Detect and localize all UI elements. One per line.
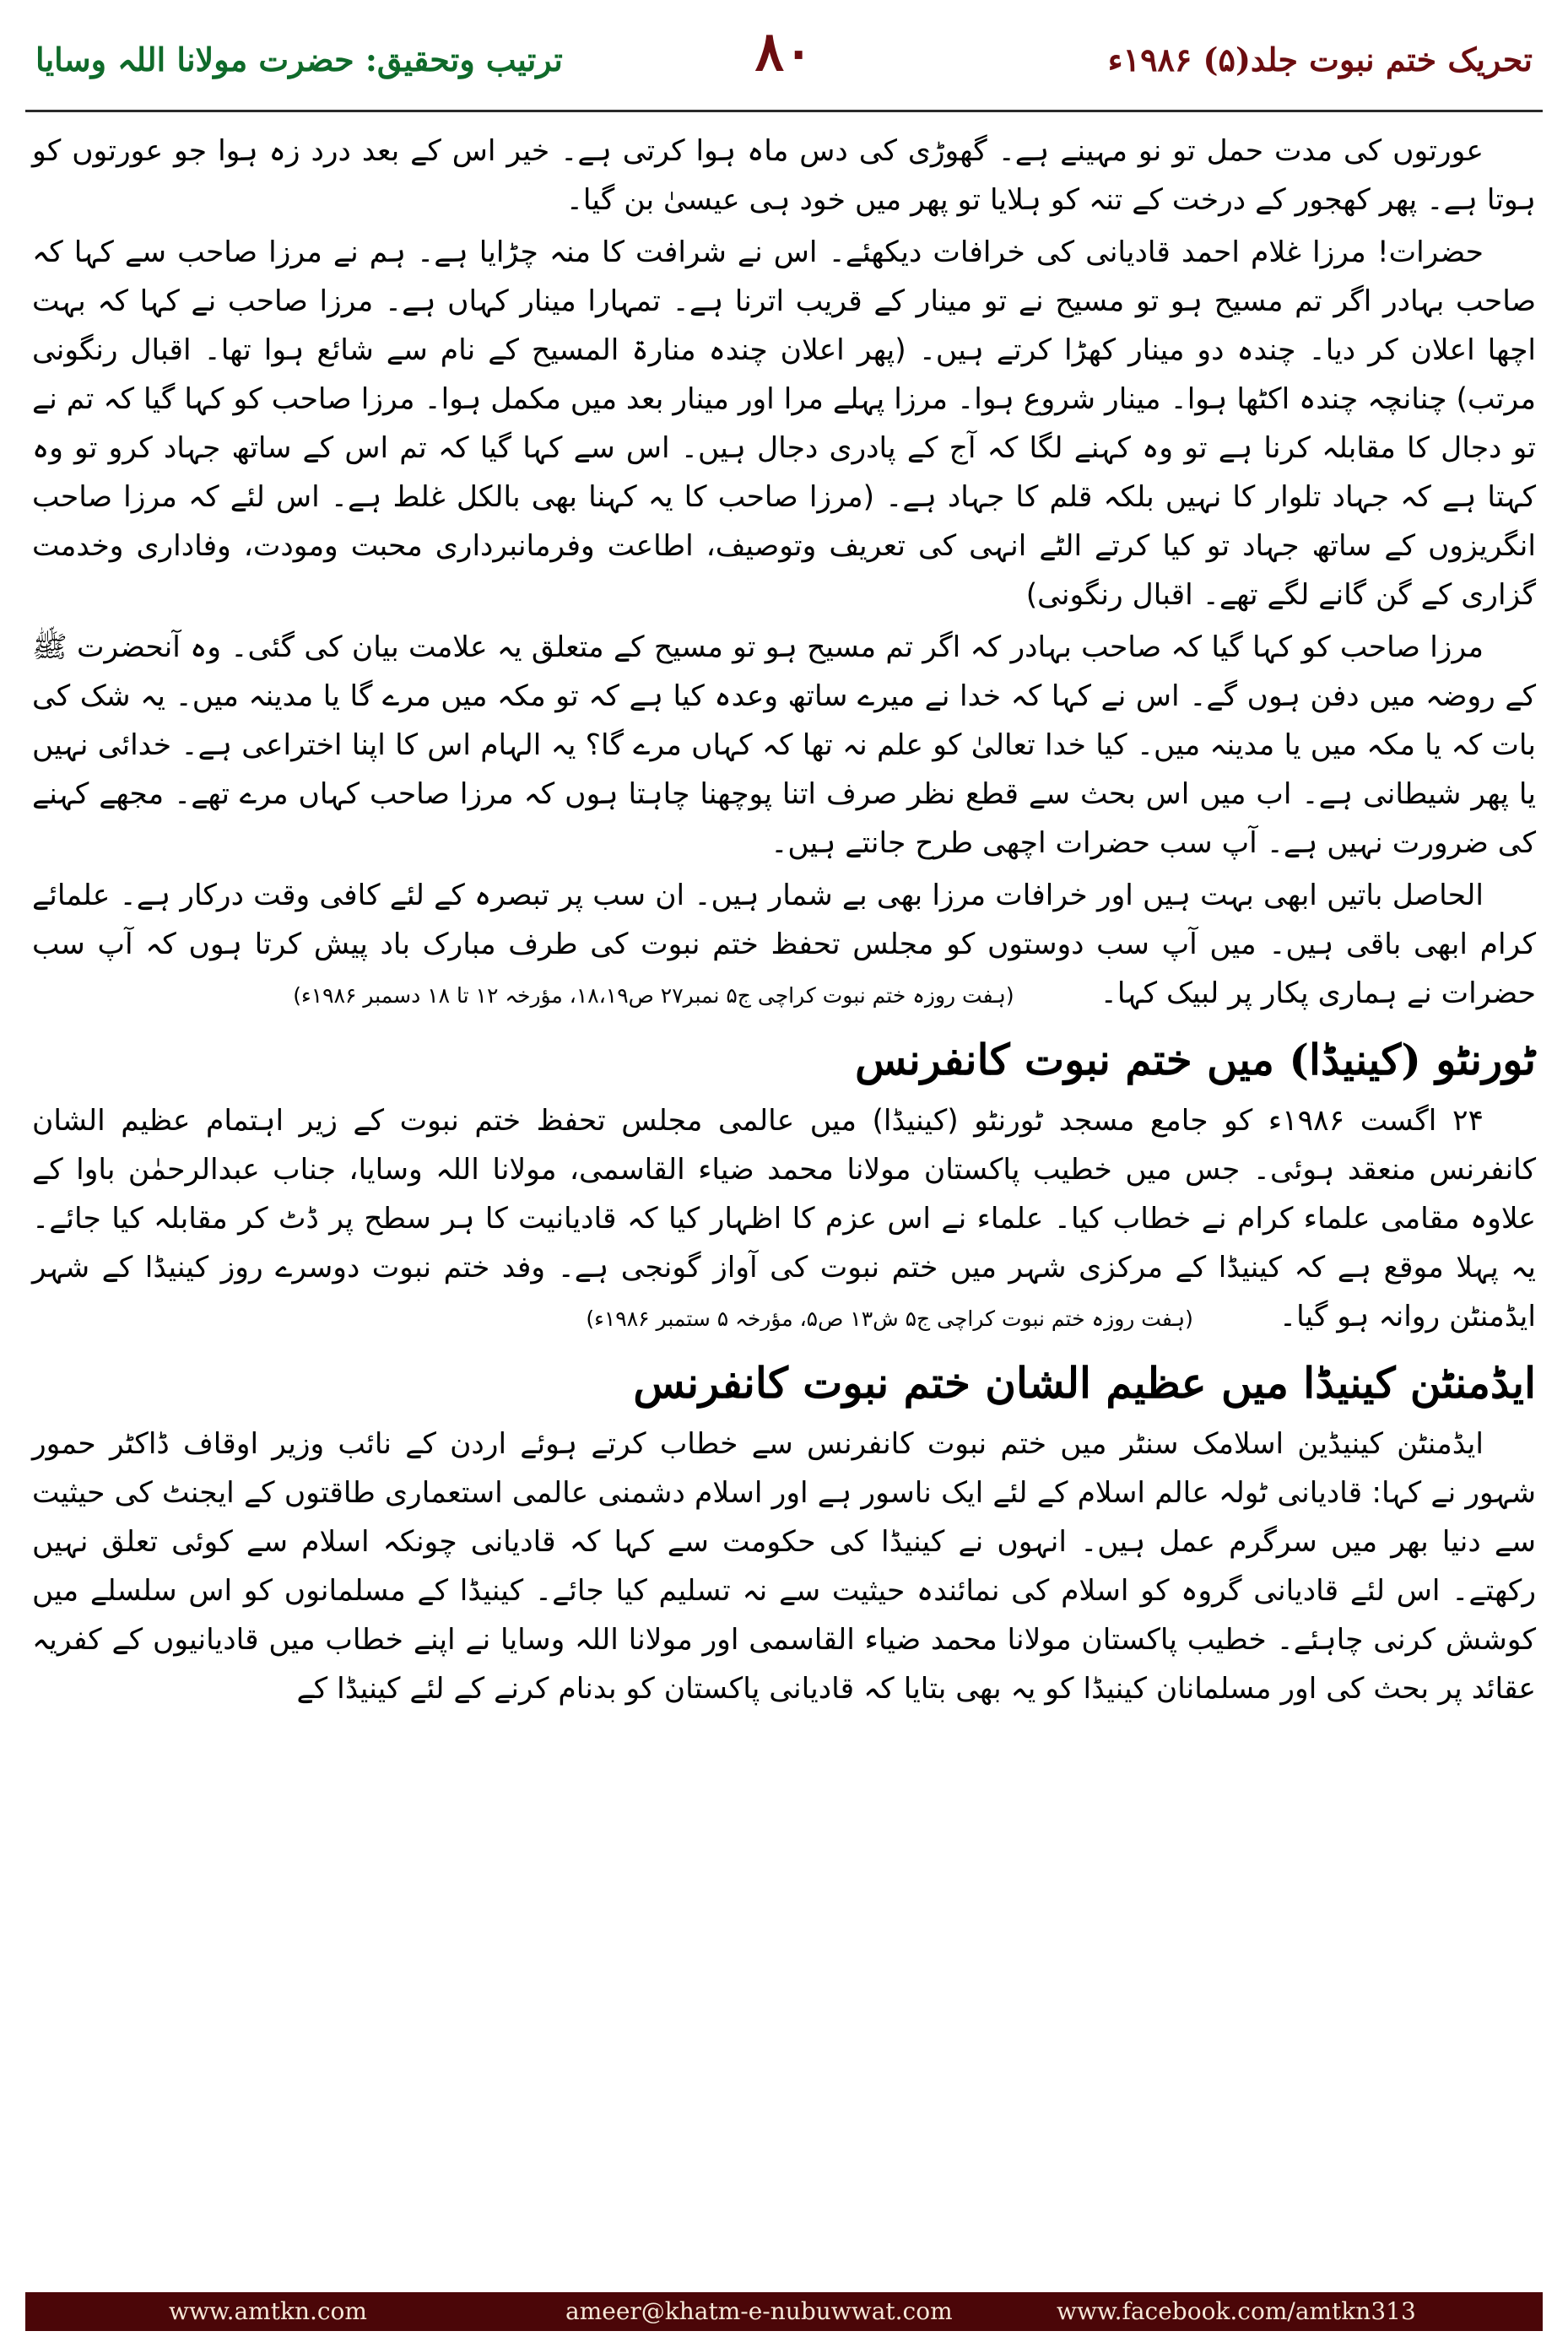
paragraph-text: ۲۴ اگست ۱۹۸۶ء کو جامع مسجد ٹورنٹو (کینیڈا) میں عالمی مجلس تحفظ ختم نبوت کے زیر اہتمام عظیم الشان کانفرنس منعقد ہوئی۔ جس میں خطیب پاکستان مولانا محمد ضیاء القاسمی، مولانا اللہ وسایا، جناب عبدالرحمٰن باوا کے علاوہ مقامی علماء کرام نے خطاب کیا۔ علماء نے اس عزم کا اظہار کیا کہ قادیانیت کا ہر سطح پر ڈٹ کر مقابلہ کیا جائے۔ یہ پہلا موقع ہے کہ کینیڈا کے مرکزی شہر میں ختم نبوت کی آواز گونجی ہے۔ وفد ختم نبوت دوسرے روز کینیڈا کے شہر ایڈمنٹن روانہ ہو گیا۔	[32, 1104, 1536, 1333]
source-reference: (ہفت روزہ ختم نبوت کراچی ج۵ ش۱۳ ص۵، مؤرخہ ۵ ستمبر ۱۹۸۶ء)	[586, 1306, 1193, 1331]
page-number: ۸۰	[754, 20, 814, 84]
page-header	[25, 17, 1543, 110]
footer-bar	[25, 2292, 1543, 2331]
paragraph	[32, 1096, 1536, 1344]
paragraph-text: الحاصل باتیں ابھی بہت ہیں اور خرافات مرزا بھی بے شمار ہیں۔ ان سب پر تبصرہ کے لئے کافی وقت درکار ہے۔ علمائے کرام ابھی باقی ہیں۔ میں آپ سب دوستوں کو مجلس تحفظ ختم نبوت کی طرف مبارک باد پیش کرتا ہوں کہ آپ سب حضرات نے ہماری پکار پر لبیک کہا۔	[32, 879, 1536, 1010]
paragraph: حضرات! مرزا غلام احمد قادیانی کی خرافات دیکھئے۔ اس نے شرافت کا منہ چڑایا ہے۔ ہم نے مرزا صاحب سے کہا کہ صاحب بہادر اگر تم مسیح ہو تو مسیح نے تو مینار کے قریب اترنا ہے۔ تمہارا مینار کہاں ہے۔ مرزا صاحب نے کہا کہ بہت اچھا اعلان کر دیا۔ چندہ دو مینار کھڑا کرتے ہیں۔ (پھر اعلان چندہ منارۃ المسیح کے نام سے شائع ہوا تھا۔ اقبال رنگونی مرتب) چنانچہ چندہ اکٹھا ہوا۔ مینار شروع ہوا۔ مرزا پہلے مرا اور مینار بعد میں مکمل ہوا۔ مرزا صاحب کو کہا گیا کہ تم نے تو دجال کا مقابلہ کرنا ہے تو وہ کہنے لگا کہ آج کے پادری دجال ہیں۔ اس سے کہا گیا کہ تم اس کے ساتھ جہاد کرو تو وہ کہتا ہے کہ جہاد تلوار کا نہیں بلکہ قلم کا جہاد ہے۔ (مرزا صاحب کا یہ کہنا بھی بالکل غلط ہے۔ اس لئے کہ مرزا صاحب انگریزوں کے ساتھ جہاد تو کیا کرتے الٹے انہی کی تعریف وتوصیف، اطاعت وفرمانبرداری محبت ومودت، وفاداری وخدمت گزاری کے گن گانے لگے تھے۔ اقبال رنگونی)	[32, 235, 1536, 612]
facebook-link[interactable]: www.facebook.com/amtkn313	[1057, 2297, 1416, 2325]
paragraph: عورتوں کی مدت حمل تو نو مہینے ہے۔ گھوڑی کی دس ماہ ہوا کرتی ہے۔ خیر اس کے بعد درد زہ ہوا جو عورتوں کو ہوتا ہے۔ پھر کھجور کے درخت کے تنہ کو ہلایا تو پھر میں خود ہی عیسیٰ بن گیا۔	[32, 134, 1536, 217]
paragraph: ایڈمنٹن کینیڈین اسلامک سنٹر میں ختم نبوت کانفرنس سے خطاب کرتے ہوئے اردن کے نائب وزیر اوقاف ڈاکٹر حمور شہور نے کہا: قادیانی ٹولہ عالم اسلام کے لئے ایک ناسور ہے اور اسلام دشمنی عالمی استعماری طاقتوں کے ایجنٹ کی حیثیت سے دنیا بھر میں سرگرم عمل ہیں۔ انہوں نے کینیڈا کی حکومت سے کہا کہ قادیانی چونکہ اسلام سے کوئی تعلق نہیں رکھتے۔ اس لئے قادیانی گروہ کو اسلام کی نمائندہ حیثیت سے نہ تسلیم کیا جائے۔ کینیڈا کے مسلمانوں کو اس سلسلے میں کوشش کرنی چاہئے۔ خطیب پاکستان مولانا محمد ضیاء القاسمی اور مولانا اللہ وسایا نے اپنے خطاب میں قادیانیوں کے کفریہ عقائد پر بحث کی اور مسلمانان کینیڈا کو یہ بھی بتایا کہ قادیانی پاکستان کو بدنام کرنے کے لئے کینیڈا کے	[32, 1427, 1536, 1706]
section-heading: ایڈمنٹن کینیڈا میں عظیم الشان ختم نبوت کانفرنس	[633, 1358, 1536, 1408]
book-title: تحریک ختم نبوت جلد(۵) ۱۹۸۶ء	[1107, 41, 1533, 78]
website-link[interactable]: www.amtkn.com	[169, 2297, 367, 2325]
paragraph	[32, 871, 1536, 1020]
email-link[interactable]: ameer@khatm-e-nubuwwat.com	[565, 2297, 953, 2325]
header-divider	[25, 110, 1543, 112]
compiler-credit: ترتیب وتحقیق: حضرت مولانا اللہ وسایا	[35, 41, 563, 78]
page-body	[32, 127, 1536, 1717]
paragraph: مرزا صاحب کو کہا گیا کہ صاحب بہادر کہ اگر تم مسیح ہو تو مسیح کے متعلق یہ علامت بیان کی گئی۔ وہ آنحضرت ﷺ کے روضہ میں دفن ہوں گے۔ اس نے کہا کہ خدا نے میرے ساتھ وعدہ کیا ہے کہ تو مکہ میں مرے گا یا مدینہ میں۔ یہ شک کی بات کہ یا مکہ میں یا مدینہ میں۔ کیا خدا تعالیٰ کو علم نہ تھا کہ کہاں مرے گا؟ یہ الہام اس کا اپنا اختراعی ہے۔ خدائی نہیں یا پھر شیطانی ہے۔ اب میں اس بحث سے قطع نظر صرف اتنا پوچھنا چاہتا ہوں کہ مرزا صاحب کہاں مرے تھے۔ مجھے کہنے کی ضرورت نہیں ہے۔ آپ سب حضرات اچھی طرح جانتے ہیں۔	[32, 630, 1536, 860]
source-reference: (ہفت روزہ ختم نبوت کراچی ج۵ نمبر۲۷ ص۱۸،۱۹، مؤرخہ ۱۲ تا ۱۸ دسمبر ۱۹۸۶ء)	[293, 983, 1014, 1008]
section-heading: ٹورنٹو (کینیڈا) میں ختم نبوت کانفرنس	[855, 1035, 1536, 1084]
